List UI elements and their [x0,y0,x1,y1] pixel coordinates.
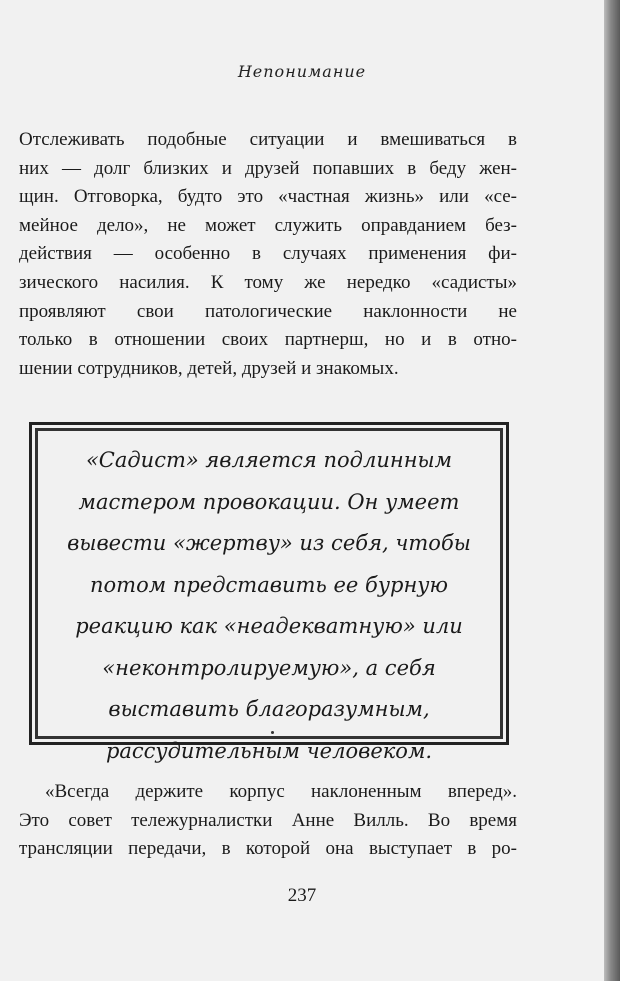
quote-line: рассудительным человеком. [105,738,433,763]
page-number: 237 [287,885,317,906]
quote-line: мастером провокации. Он умеет [78,489,460,514]
text-line: мейное дело», не может служить оправданием без- [19,214,517,236]
text-line: только в отношении своих партнерш, но и в отно- [19,329,517,351]
text-line: зического насилия. К тому же нередко «садисты» [19,271,517,293]
book-edge [604,0,620,981]
ink-dot [271,731,274,734]
text-line: них — долг близких и друзей попавших в беду жен- [19,157,517,179]
quote-line: потом представить ее бурную [90,572,448,597]
text-line: «Всегда держите корпус наклоненным вперед». [45,781,517,802]
quote-line: «Садист» является подлинным [85,448,453,472]
text-line: щин. Отговорка, будто это «частная жизнь» или «се- [19,186,517,208]
paragraph-1 [19,126,517,383]
handwritten-quote [29,440,509,772]
text-line: Отслеживать подобные ситуации и вмешиваться в [19,129,517,150]
text-line: трансляции передачи, в которой она выступает в ро- [19,838,517,860]
quote-line: выставить благоразумным, [108,697,430,721]
quote-line: вывести «жертву» из себя, чтобы [67,531,471,555]
text-line: шении сотрудников, детей, друзей и знакомых. [19,357,399,379]
text-line: проявляют свои патологические наклонности не [19,300,517,322]
quote-line: «неконтролируемую», а себя [102,655,436,680]
running-header: Непонимание [237,62,367,81]
text-line: действия — особенно в случаях применения фи- [19,243,517,265]
quote-line: реакцию как «неадекватную» или [75,614,463,638]
paragraph-2 [19,778,517,864]
text-line: Это совет тележурналистки Анне Вилль. Во время [19,809,517,831]
